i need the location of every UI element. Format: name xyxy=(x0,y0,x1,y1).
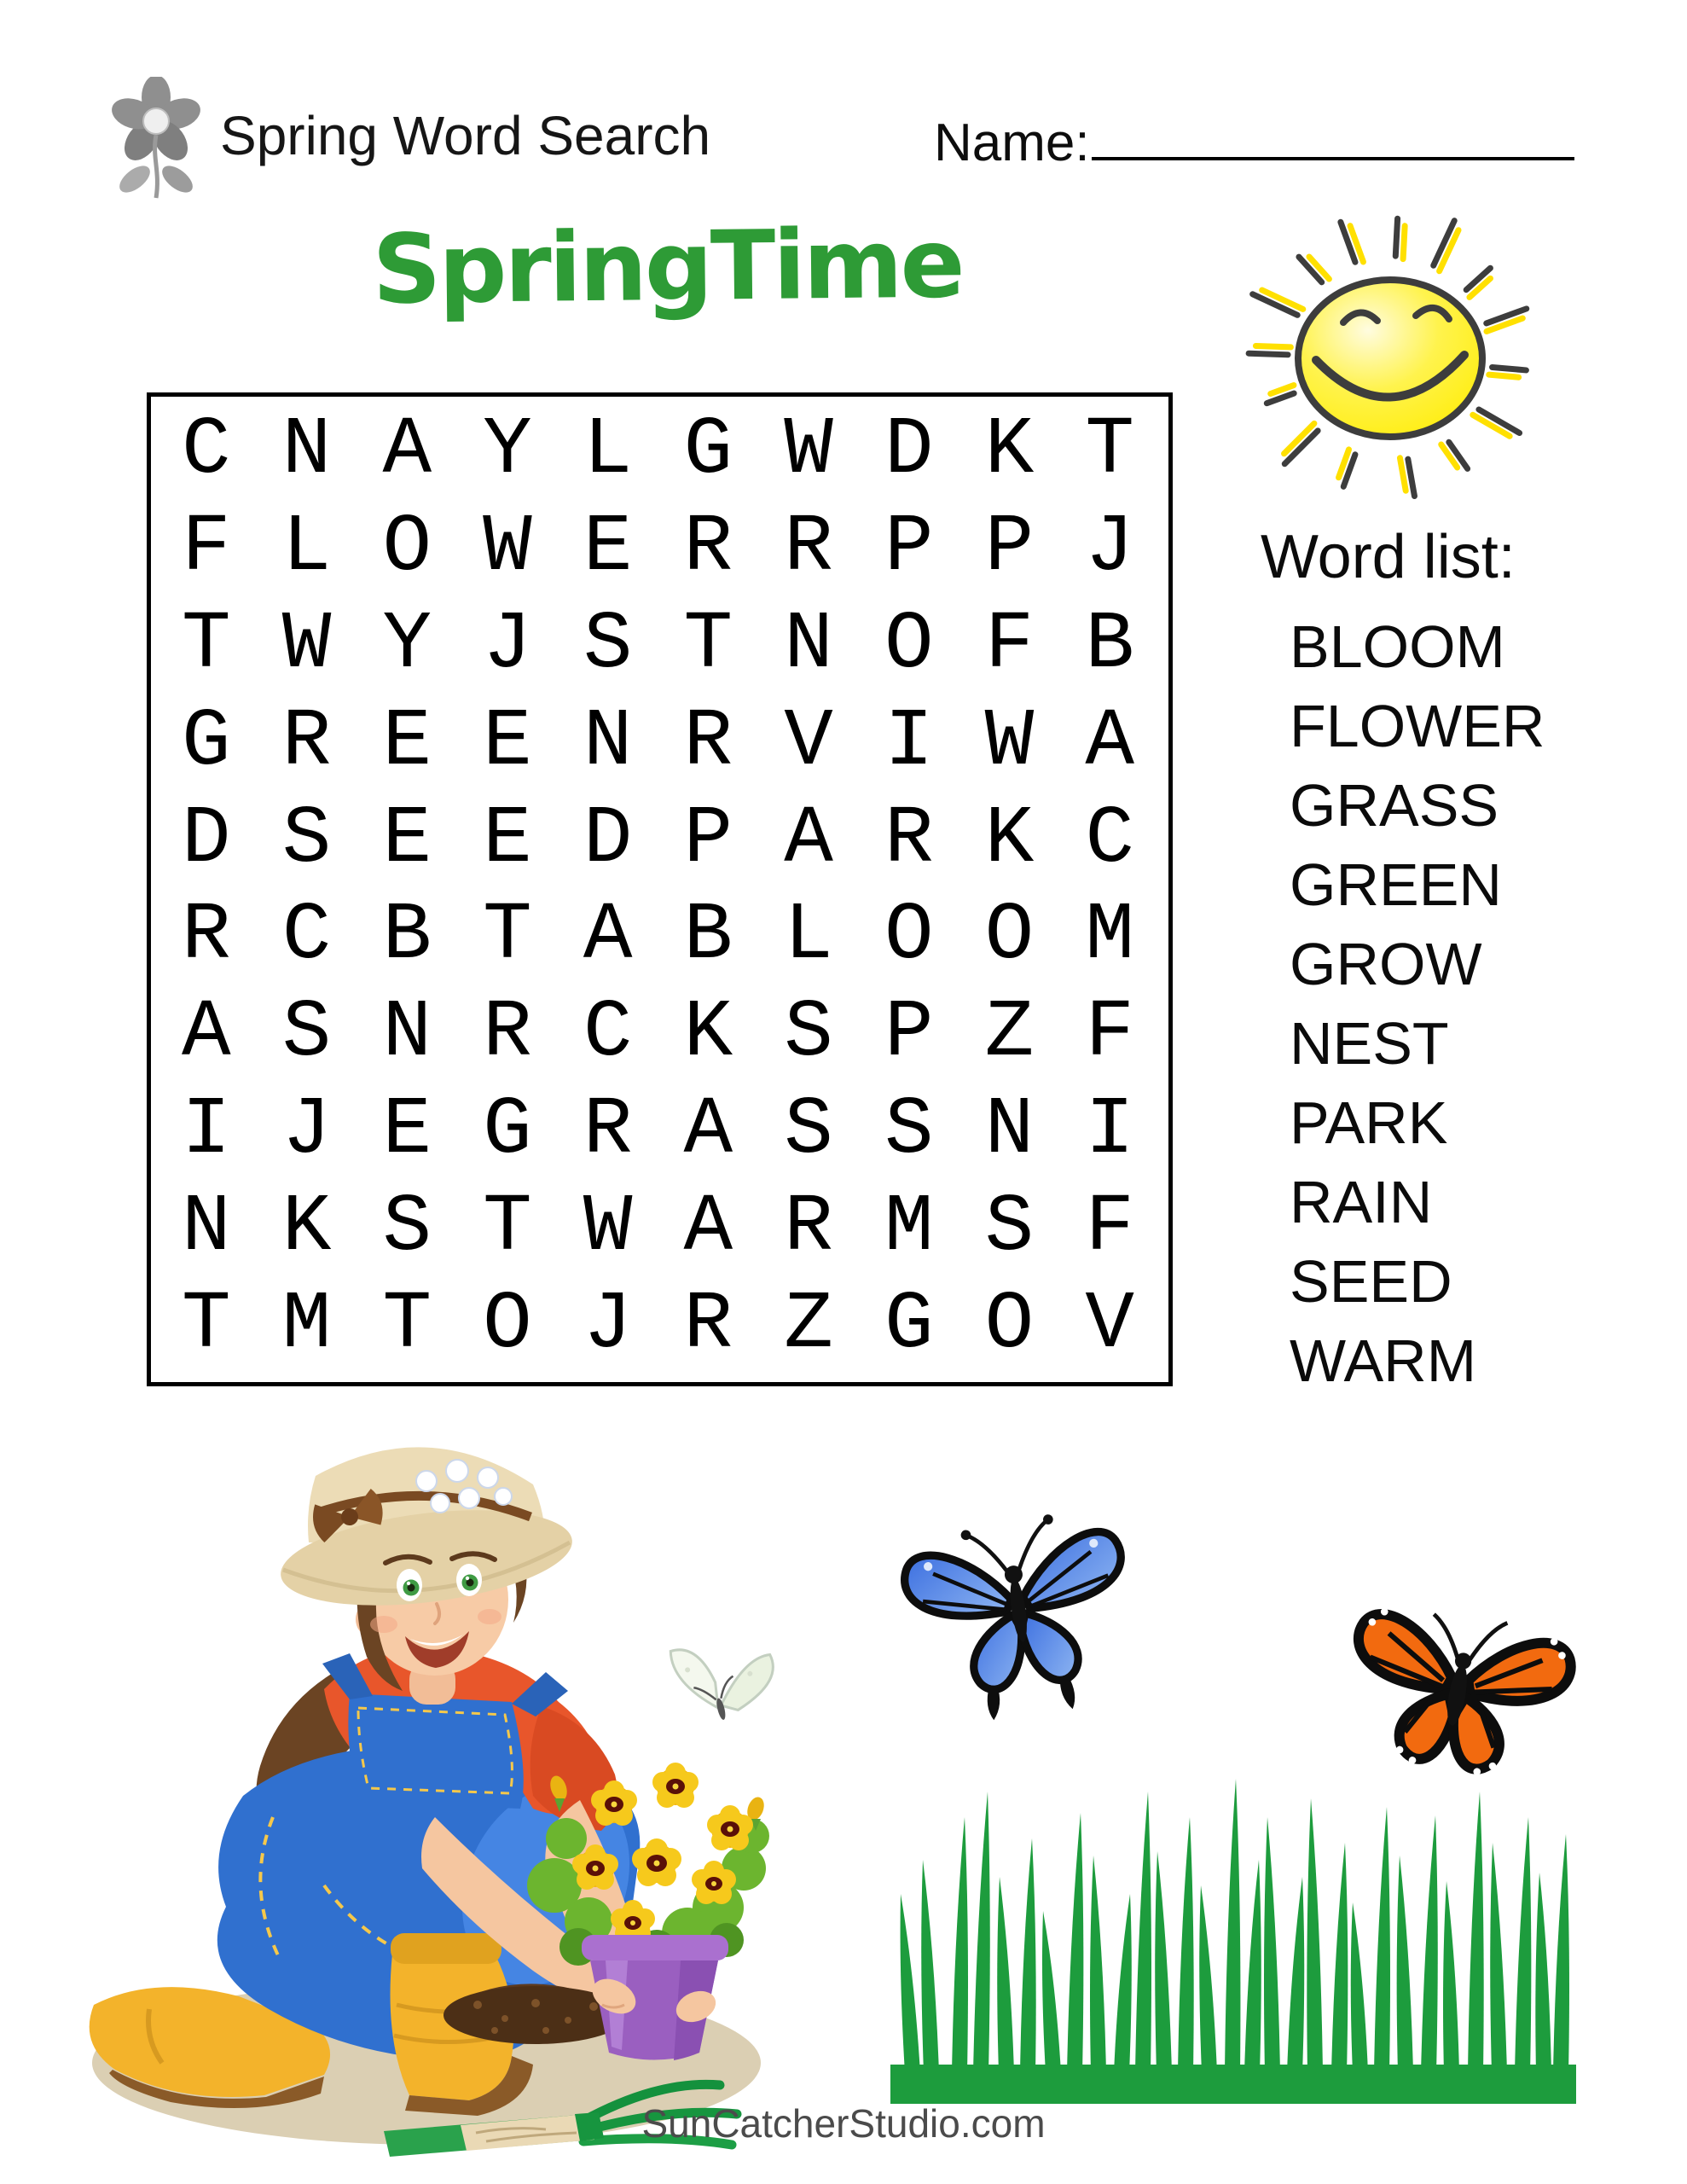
grid-cell[interactable]: I xyxy=(182,1083,231,1177)
grid-cell[interactable]: E xyxy=(382,792,432,886)
word-list-heading: Word list: xyxy=(1261,523,1516,591)
grid-cell[interactable]: O xyxy=(984,889,1035,983)
grid-cell[interactable]: N xyxy=(182,1181,231,1275)
grid-cell[interactable]: A xyxy=(784,792,833,886)
word-list-item: SEED xyxy=(1290,1248,1452,1315)
grid-cell[interactable]: T xyxy=(483,1181,532,1275)
grid-cell[interactable]: S xyxy=(784,1083,833,1177)
grid-cell[interactable]: S xyxy=(281,986,332,1080)
grid-cell[interactable]: G xyxy=(884,1278,934,1372)
grid-cell[interactable]: S xyxy=(784,986,833,1080)
grid-cell[interactable]: J xyxy=(281,1083,332,1177)
word-list-item: WARM xyxy=(1290,1327,1477,1394)
orange-butterfly-icon xyxy=(1319,1557,1599,1810)
grid-cell[interactable]: D xyxy=(182,792,231,886)
grid-cell[interactable]: L xyxy=(784,889,833,983)
word-list-item: PARK xyxy=(1290,1089,1448,1156)
grid-cell[interactable]: N xyxy=(382,986,432,1080)
grid-cell[interactable]: C xyxy=(281,889,332,983)
girl-planting-flowers-illustration xyxy=(68,1408,878,2175)
blue-butterfly-icon xyxy=(878,1467,1157,1738)
grid-cell[interactable]: T xyxy=(1085,403,1134,497)
grid-cell[interactable]: N xyxy=(583,694,633,788)
grid-cell[interactable]: R xyxy=(281,694,332,788)
grid-cell[interactable]: E xyxy=(483,792,532,886)
grid-cell[interactable]: A xyxy=(382,403,432,497)
grid-cell[interactable]: O xyxy=(382,500,432,594)
grid-cell[interactable]: D xyxy=(583,792,633,886)
grid-cell[interactable]: W xyxy=(281,597,332,691)
word-list-item: GROW xyxy=(1290,931,1482,997)
grid-cell[interactable]: V xyxy=(784,694,833,788)
grid-cell[interactable]: P xyxy=(884,500,934,594)
grid-cell[interactable]: F xyxy=(1085,1181,1134,1275)
grid-cell[interactable]: Z xyxy=(784,1278,833,1372)
grass-illustration xyxy=(878,1776,1603,2111)
puzzle-title: SpringTime xyxy=(371,208,964,326)
grid-cell[interactable]: G xyxy=(483,1083,532,1177)
grid-cell[interactable]: G xyxy=(182,694,231,788)
grid-cell[interactable]: J xyxy=(483,597,532,691)
word-list-item: BLOOM xyxy=(1290,613,1505,680)
name-label: Name: xyxy=(934,113,1090,172)
grid-cell[interactable]: O xyxy=(984,1278,1035,1372)
grid-cell[interactable]: S xyxy=(583,597,633,691)
grid-cell[interactable]: R xyxy=(683,1278,733,1372)
grid-cell[interactable]: S xyxy=(281,792,332,886)
grid-cell[interactable]: V xyxy=(1085,1278,1134,1372)
grid-cell[interactable]: R xyxy=(884,792,934,886)
name-input-line[interactable] xyxy=(1092,111,1574,160)
word-search-grid xyxy=(147,392,1173,1386)
grid-cell[interactable]: G xyxy=(683,403,733,497)
grid-cell[interactable]: K xyxy=(683,986,733,1080)
grid-cell[interactable]: R xyxy=(483,986,532,1080)
word-list-item: FLOWER xyxy=(1290,693,1545,759)
grid-cell[interactable]: T xyxy=(182,1278,231,1372)
grid-cell[interactable]: K xyxy=(984,403,1035,497)
grid-cell[interactable]: O xyxy=(884,889,934,983)
grid-cell[interactable]: Y xyxy=(483,403,532,497)
grid-cell[interactable]: S xyxy=(382,1181,432,1275)
grid-cell[interactable]: F xyxy=(182,500,231,594)
grid-cell[interactable]: P xyxy=(884,986,934,1080)
grid-cell[interactable]: R xyxy=(683,694,733,788)
grid-cell[interactable]: F xyxy=(984,597,1035,691)
grid-cell[interactable]: R xyxy=(182,889,231,983)
grid-cell[interactable]: L xyxy=(583,403,633,497)
grid-cell[interactable]: T xyxy=(382,1278,432,1372)
word-list xyxy=(1290,607,1545,1401)
word-list-item: NEST xyxy=(1290,1010,1449,1077)
grid-cell[interactable]: E xyxy=(382,1083,432,1177)
word-list-item: GREEN xyxy=(1290,851,1502,918)
grid-cell[interactable]: A xyxy=(182,986,231,1080)
grid-cell[interactable]: J xyxy=(1085,500,1134,594)
grid-cell[interactable]: P xyxy=(683,792,733,886)
grid-cell[interactable]: W xyxy=(483,500,532,594)
grid-cell[interactable]: A xyxy=(683,1181,733,1275)
grid-cell[interactable]: P xyxy=(984,500,1035,594)
word-list-item: GRASS xyxy=(1290,772,1499,839)
grid-cell[interactable]: A xyxy=(1085,694,1134,788)
grid-cell[interactable]: T xyxy=(182,597,231,691)
grid-cell[interactable]: O xyxy=(483,1278,532,1372)
grid-cell[interactable]: E xyxy=(382,694,432,788)
grid-cell[interactable]: B xyxy=(1085,597,1134,691)
grid-cell[interactable]: Z xyxy=(984,986,1035,1080)
grid-cell[interactable]: M xyxy=(884,1181,934,1275)
grid-cell[interactable]: I xyxy=(1085,1083,1134,1177)
grid-cell[interactable]: L xyxy=(281,500,332,594)
grid-cell[interactable]: C xyxy=(182,403,231,497)
grid-cell[interactable]: B xyxy=(683,889,733,983)
grid-cell[interactable]: W xyxy=(784,403,833,497)
grid-cell[interactable]: W xyxy=(984,694,1035,788)
grid-cell[interactable]: O xyxy=(884,597,934,691)
grid-cell[interactable]: N xyxy=(984,1083,1035,1177)
grid-cell[interactable]: R xyxy=(784,500,833,594)
footer-website: SunCatcherStudio.com xyxy=(641,2101,1046,2146)
grid-cell[interactable]: R xyxy=(683,500,733,594)
grid-cell[interactable]: E xyxy=(583,500,633,594)
grid-cell[interactable]: M xyxy=(1085,889,1134,983)
grid-cell[interactable]: I xyxy=(884,694,934,788)
grid-cell[interactable]: A xyxy=(683,1083,733,1177)
word-list-item: RAIN xyxy=(1290,1169,1433,1235)
grid-cell[interactable]: R xyxy=(583,1083,633,1177)
grid-cell[interactable]: B xyxy=(382,889,432,983)
grid-cell[interactable]: D xyxy=(884,403,934,497)
sheet-title: Spring Word Search xyxy=(220,105,711,166)
grid-cell[interactable]: A xyxy=(583,889,633,983)
grid-cell[interactable]: S xyxy=(984,1181,1035,1275)
grid-cell[interactable]: M xyxy=(281,1278,332,1372)
grid-cell[interactable]: W xyxy=(583,1181,633,1275)
grid-cell[interactable]: K xyxy=(984,792,1035,886)
grid-cell[interactable]: C xyxy=(1085,792,1134,886)
grid-cell[interactable]: K xyxy=(281,1181,332,1275)
grid-cell[interactable]: Y xyxy=(382,597,432,691)
smiling-sun-icon xyxy=(1215,213,1574,508)
grid-cell[interactable]: C xyxy=(583,986,633,1080)
grid-cell[interactable]: E xyxy=(483,694,532,788)
grid-cell[interactable]: T xyxy=(483,889,532,983)
flower-icon xyxy=(109,77,203,200)
grid-cell[interactable]: N xyxy=(784,597,833,691)
grid-cell[interactable]: S xyxy=(884,1083,934,1177)
grid-cell[interactable]: N xyxy=(281,403,332,497)
name-block xyxy=(934,111,1574,173)
white-butterfly-icon xyxy=(670,1628,783,1728)
grid-cell[interactable]: T xyxy=(683,597,733,691)
grid-cell[interactable]: F xyxy=(1085,986,1134,1080)
grid-cell[interactable]: R xyxy=(784,1181,833,1275)
grid-cell[interactable]: J xyxy=(583,1278,633,1372)
